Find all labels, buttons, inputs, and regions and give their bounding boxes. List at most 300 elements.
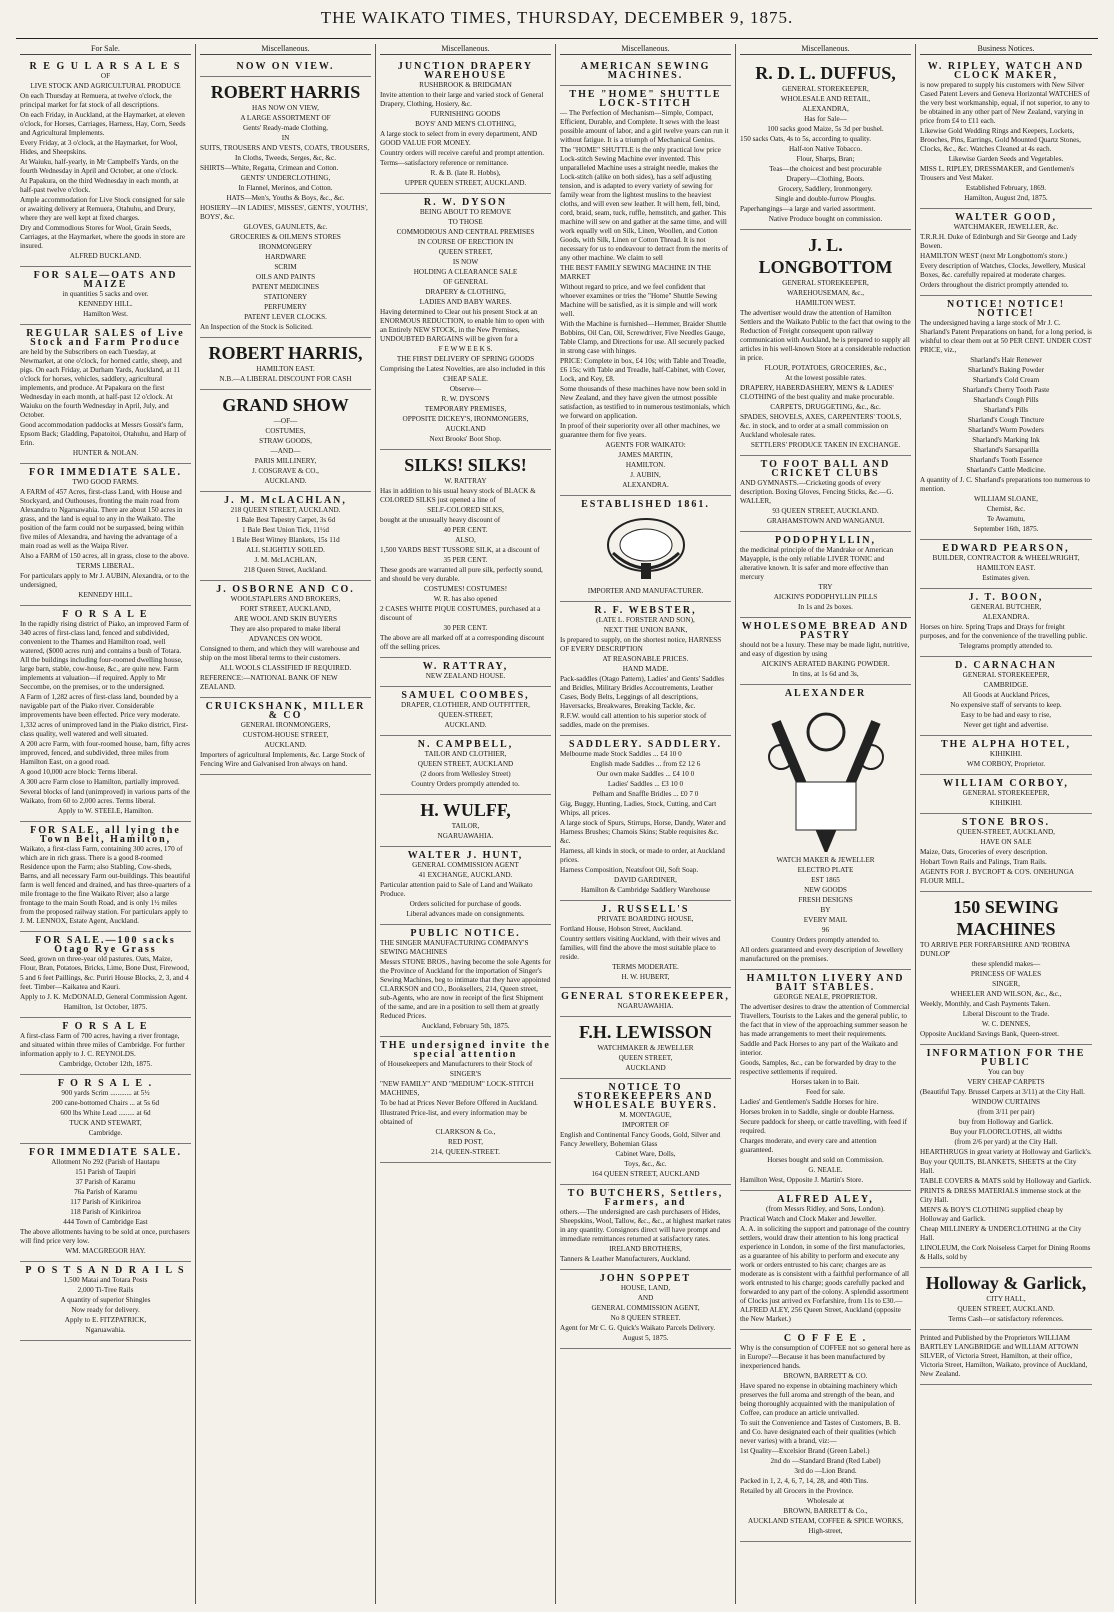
advertisement [20, 1075, 191, 1144]
advertisement-line: FLOUR, POTATOES, GROCERIES, &c., [764, 364, 887, 372]
advertisement-line: In tins, at 1s 6d and 3s, [792, 670, 859, 678]
column-header: Business Notices. [920, 44, 1092, 55]
advertisement-line: 30 PER CENT. [443, 624, 488, 632]
advertisement-line: HAMILTON WEST (next Mr Longbottom's store.) [920, 252, 1068, 260]
advertisement-line: AT REASONABLE PRICES. [602, 655, 689, 663]
advertisement-line: Practical Watch and Clock Maker and Jeweller. [740, 1215, 876, 1223]
advertisement-line: STATIONERY [263, 293, 308, 301]
advertisement-title: R. D. L. DUFFUS, [755, 63, 896, 83]
advertisement-line: Orders throughout the district promptly attended to. [920, 281, 1069, 289]
advertisement-line: Paperhangings—a large and varied assortment. [740, 205, 876, 213]
advertisement-line: Harness Composition, Neatsfoot Oil, Soft Soap. [560, 866, 699, 874]
advertisement-line: A 200 acre Farm, with four-roomed house, barn, fifty acres improved, fenced, and subdivided, three miles from Hamilton East, on a good road. [20, 740, 190, 766]
advertisement [380, 847, 551, 925]
advertisement-line: Good accommodation paddocks at Messrs Gossit's farm, Epsom Back; Gladding, Papatoitoi, Otahuhu, and Harp of Erin. [20, 421, 187, 447]
column-miscellaneous-1 [196, 44, 376, 1604]
advertisement [920, 814, 1092, 892]
advertisement-line: 164 QUEEN STREET, AUCKLAND [591, 1170, 700, 1178]
advertisement-line: WATCH MAKER & JEWELLER [776, 856, 875, 864]
advertisement-line: 96 [821, 926, 830, 934]
advertisement-title: W. RATTRAY, [422, 661, 509, 672]
advertisement-line: OILS AND PAINTS [255, 273, 316, 281]
advertisement-line: "NEW FAMILY" AND "MEDIUM" LOCK-STITCH MACHINES, [380, 1080, 534, 1097]
column-for-sale [16, 44, 196, 1604]
column-miscellaneous-2 [376, 44, 556, 1604]
advertisement-line: ADVANCES ON WOOL [248, 635, 323, 643]
advertisement-line: NGARUAWAHIA. [617, 1002, 674, 1010]
advertisement-line: On each Thursday at Remuera, at twelve o'clock, the principal market for fat stock of all descriptions. [20, 92, 172, 109]
advertisement-line: BUILDER, CONTRACTOR & WHEELWRIGHT, [932, 554, 1080, 562]
advertisement-title: WILLIAM CORBOY, [943, 778, 1069, 789]
advertisement-line: 1 Bale Best Union Tick, 11½d [242, 526, 329, 534]
advertisement-line: 93 QUEEN STREET, AUCKLAND. [772, 507, 879, 515]
advertisement-line: FURNISHING GOODS [430, 110, 501, 118]
advertisement-line: IRONMONGERY [258, 243, 313, 251]
advertisement-line: CITY HALL, [986, 1295, 1026, 1303]
advertisement-line: PRIVATE BOARDING HOUSE, [597, 915, 694, 923]
advertisement-line: Has in addition to his usual heavy stock of BLACK & COLORED SILKS just opened a line of [380, 487, 536, 504]
advertisement-line: HAMILTON. [625, 461, 666, 469]
advertisement-line: IRELAND BROTHERS, [609, 1245, 682, 1253]
advertisement-line: Comprising the Latest Novelties, are also included in this [380, 365, 546, 373]
advertisement [380, 687, 551, 736]
advertisement-line: 5 and 6 feet Paillings, &c. Puriri House Blocks, 2, 3, and 4 feet. Timber—Kaikatea and Kauri. [20, 974, 189, 991]
advertisement-line: Sharland's Cold Cream [972, 376, 1040, 384]
column-miscellaneous-3 [556, 44, 736, 1604]
advertisement-line: STRAW GOODS, [259, 437, 312, 445]
advertisement-line: HAMILTON EAST. [256, 365, 315, 373]
advertisement-line: 35 PER CENT. [443, 556, 488, 564]
advertisement [740, 532, 911, 618]
advertisement-line: REFERENCE:—NATIONAL BANK OF NEW ZEALAND. [200, 674, 338, 691]
advertisement-line: 1st Quality—Excelsior Brand (Green Label.) [740, 1447, 870, 1455]
advertisement-line: WAREHOUSEMAN, &c., [786, 289, 865, 297]
advertisement-line: Tanners & Leather Manufacturers, Auckland. [560, 1255, 691, 1263]
advertisement-line: W. RATTRAY [444, 477, 487, 485]
advertisement-line: Auckland, February 5th, 1875. [421, 1022, 510, 1030]
advertisement-line: Te Awamutu, [987, 515, 1025, 523]
advertisement [560, 1270, 731, 1349]
advertisement-line: Hamilton West. [83, 310, 128, 318]
advertisement-line: GENERAL BUTCHER, [970, 603, 1042, 611]
advertisement-line: TUCK AND STEWART, [69, 1119, 142, 1127]
advertisement [20, 267, 191, 325]
advertisement-line: WOOLSTAPLERS AND BROKERS, [230, 595, 341, 603]
advertisement-title: 150 SEWING MACHINES [953, 897, 1059, 939]
advertisement-line: ALEXANDRA. [622, 481, 669, 489]
advertisement-line: THE BEST FAMILY SEWING MACHINE IN THE MARKET [560, 264, 712, 281]
advertisement-line: Fortland House, Hobson Street, Auckland. [560, 925, 682, 933]
advertisement [380, 736, 551, 795]
advertisement-line: Grocery, Saddlery, Ironmongery. [778, 185, 873, 193]
advertisement-line: Estimates given. [982, 574, 1030, 582]
advertisement-line: 214, QUEEN-STREET. [431, 1148, 500, 1156]
advertisement-line: Without regard to price, and we feel confident that whoever examines or tries the "Home" Shuttle Sewing Machine will be satisfied, as it is simple and will work well. [560, 283, 718, 318]
advertisement-line: ALEXANDRA. [982, 613, 1030, 621]
advertisement-line: They are also prepared to make liberal [230, 625, 341, 633]
advertisement-line: The advertiser desires to draw the attention of Commercial Travellers, Tourists to the Lakes and the general public, to the fact that in view of the approaching summer season he has made arrangements to meet their requirements. [740, 1003, 910, 1038]
advertisement-line: bought at the unusually heavy discount of [380, 516, 501, 524]
advertisement-line: buy from Holloway and Garlick. [958, 1118, 1053, 1126]
advertisement-line: Half-ton Native Tobacco. [788, 145, 862, 153]
advertisement-line: At Papakura, on the third Wednesday in each month, at half-past twelve o'clock. [20, 177, 179, 194]
advertisement [380, 194, 551, 450]
advertisement-line: Easy to be had and easy to rise, [960, 711, 1052, 719]
advertisement-line: BY [820, 906, 831, 914]
advertisement-line: Hamilton & Cambridge Saddlery Warehouse [580, 886, 711, 894]
advertisement-line: SETTLERS' PRODUCE TAKEN IN EXCHANGE. [750, 441, 901, 449]
advertisement [380, 925, 551, 1037]
advertisement-line: Sharland's Pills [983, 406, 1029, 414]
advertisement-line: Gig, Buggy, Hunting, Ladies, Stock, Cutting, and Cart Whips, all prices. [560, 800, 717, 817]
advertisement-line: CARPETS, DRUGGETING, &c., &c. [770, 403, 881, 411]
advertisement-title: CRUICKSHANK, MILLER & CO [205, 701, 366, 721]
advertisement-line: in quantities 5 sacks and over. [62, 290, 149, 298]
advertisement-title: F O R S A L E . [57, 1078, 154, 1089]
advertisement-line: Now ready for delivery. [71, 1306, 140, 1314]
advertisement-line: AND GYMNASTS.—Cricketing goods of every description. Boxing Gloves, Fencing Sticks, &c.—G. WALLER, [740, 479, 894, 505]
advertisement-line: LADIES AND BABY WARES. [419, 298, 512, 306]
advertisement-line: GENERAL IRONMONGERS, [240, 721, 331, 729]
advertisement-line: A 300 acre Farm close to Hamilton, partially improved. [20, 778, 180, 786]
advertisement-line: Likewise Gold Wedding Rings and Keepers, Lockets, Brooches, Pins, Earrings, Gold Mounted Quartz Stones, Clocks, &c., &c. Watches Cleaned at 4s each. [920, 127, 1081, 153]
advertisement-line: FRESH DESIGNS [798, 896, 853, 904]
advertisement [920, 540, 1092, 589]
advertisement-title: WALTER GOOD, [955, 212, 1057, 223]
column-header: Miscellaneous. [380, 44, 551, 55]
advertisement-line: In Flannel, Merinos, and Cotton. [238, 184, 333, 192]
advertisement-line: A large stock of Spurs, Stirrups, Horse, Dandy, Water and Harness Brushes; Chamois Skins; Stable requisites &c. &c. [560, 819, 726, 845]
advertisement-line: AUCKLAND STEAM, COFFEE & SPICE WORKS, [747, 1517, 903, 1525]
advertisement-line: 600 lbs White Lead ......... at 6d [60, 1109, 151, 1117]
advertisement-line: WM. MACGREGOR HAY. [65, 1247, 146, 1255]
advertisement [200, 58, 371, 77]
advertisement-line: WM CORBOY, Proprietor. [966, 760, 1046, 768]
advertisement-title: R. F. WEBSTER, [594, 605, 697, 616]
advertisement-line: A FARM of 457 Acres, first-class Land, with House and Stockyard, and Outhouses, fronting the main road from Alexandra to Ngaruawahia. There are about 150 acres in grass, and the land is equal to any in the Waikato. The position of the farm could not be surpassed, being within five miles of Alexandra, and having the advantage of a main road as well as the Waipa River. [20, 488, 184, 550]
advertisement-title: Holloway & Garlick, [925, 1273, 1087, 1293]
advertisement-title: TO FOOT BALL AND CRICKET CLUBS [760, 459, 891, 479]
advertisement-line: HUNTER & NOLAN. [72, 449, 139, 457]
advertisement-line: Telegrams promptly attended to. [959, 642, 1053, 650]
advertisement-line: JAMES MARTIN, [618, 451, 673, 459]
advertisement [560, 988, 731, 1017]
advertisement-line: HAMILTON WEST. [795, 299, 856, 307]
advertisement-line: Country orders will receive careful and prompt attention. [380, 149, 545, 157]
advertisement-line: In the rapidly rising district of Piako, an improved Farm of 340 acres of first-class land, fenced and subdivided, convenient to the Thames and Hamilton road, well watered, ($000 acres run) and contains a bush of Totara. All the buildings including four-roomed dwelling house, large barn, stable, cow-house, &c., are quite new. Farm implements at valuation—if required. Apply to Mr Seccombe, on the premises, or to the undersigned. [20, 620, 190, 691]
advertisement-line: IMPORTER OF [622, 1121, 669, 1129]
advertisement [920, 296, 1092, 540]
advertisement-line: High-street, [808, 1527, 843, 1535]
advertisement-line: A first-class Farm of 700 acres, having a river frontage, and situated within three miles of Cambridge. For further information apply to J. C. REYNOLDS. [20, 1032, 185, 1058]
advertisement-line: Native Produce bought on commission. [768, 215, 883, 223]
advertisement-line: LIVE STOCK AND AGRICULTURAL PRODUCE [30, 82, 181, 90]
advertisement-line: NEW ZEALAND HOUSE. [425, 672, 506, 680]
advertisement-line: Maize, Oats, Groceries of every description. [920, 848, 1048, 856]
advertisement-line: GEORGE NEALE, PROPRIETOR. [773, 993, 878, 1001]
advertisement-line: BOYS' AND MEN'S CLOTHING, [415, 120, 516, 128]
advertisement [560, 1079, 731, 1185]
advertisement-line: SCRIM [274, 263, 297, 271]
advertisement [20, 464, 191, 606]
advertisement [920, 58, 1092, 209]
advertisement [20, 1144, 191, 1262]
advertisement-line: are held by the Subscribers on each Tuesday, at Newmarket, at one o'clock, for horned cattle, sheep, and pigs. On each Friday, at Durham Yards, Auckland, at 11 o'clock for horses, vehicles, saddlery, agricultural implements, and produce. At Papakura on the first Wednesday in each month, at half-past 12 o'clock. At Waiuku on the fourth Wednesday in April, July, and October. [20, 348, 182, 419]
advertisement-title: THE undersigned invite the special attention [380, 1040, 551, 1060]
advertisement-line: Has for Sale— [804, 115, 847, 123]
advertisement-line: 100 sacks good Maize, 5s 3d per bushel. [767, 125, 884, 133]
advertisement-line: OF [100, 72, 111, 80]
advertisement-line: Agent for Mr C. G. Quick's Waikato Parcels Delivery. [560, 1324, 716, 1332]
advertisement-line: QUEEN-STREET, [438, 711, 493, 719]
advertisement-title: SADDLERY. SADDLERY. [569, 739, 722, 750]
advertisement-title: WALTER J. HUNT, [407, 850, 524, 861]
advertisement-line: The advertiser would draw the attention of Hamilton Settlers and the Waikato Public to the fact that owing to the Reduction of Freight consequent upon railway communication with Auckland, he is prepared to supply all articles in his well-known Store at a considerable reduction in price. [740, 309, 911, 362]
advertisement-line: All Goods at Auckland Prices, [962, 691, 1050, 699]
advertisement-line: 1 Bale Best Witney Blankets, 15s 11d [231, 536, 340, 544]
advertisement-title: GENERAL STOREKEEPER, [561, 991, 730, 1002]
advertisement [560, 1017, 731, 1079]
advertisement [200, 390, 371, 492]
advertisement-line: KENNEDY HILL. [78, 591, 133, 599]
advertisement [920, 209, 1092, 296]
advertisement-line: A Farm of 1,282 acres of first-class land, bounded by a navigable part of the Piako river. Considerable improvements have been effected. Price very moderate. [20, 693, 180, 719]
advertisement-line: In 1s and 2s boxes. [798, 603, 853, 611]
advertisement-line: VERY CHEAP CARPETS [967, 1078, 1045, 1086]
advertisement-line: PATENT LEVER CLOCKS. [244, 313, 327, 321]
advertisement-line: CLARKSON & Co., [435, 1128, 496, 1136]
advertisement-line: AUCKLAND. [444, 721, 487, 729]
advertisement [560, 86, 731, 496]
advertisement-line: Orders solicited for purchase of goods. [409, 900, 522, 908]
advertisement-line: PRINCESS OF WALES [970, 970, 1042, 978]
advertisement-line: Sharland's Hair Renewer [970, 356, 1042, 364]
advertisement-line: Particular attention paid to Sale of Land and Waikato Produce. [380, 881, 533, 898]
advertisement-title: AMERICAN SEWING MACHINES. [580, 61, 711, 81]
advertisement [200, 77, 371, 338]
advertisement-line: ALEXANDRA, [802, 105, 849, 113]
advertisement-line: TERMS MODERATE. [612, 963, 679, 971]
advertisement-line: N.B.—A LIBERAL DISCOUNT FOR CASH [219, 375, 352, 383]
advertisement-title: J. RUSSELL'S [601, 904, 690, 915]
column-header: Miscellaneous. [200, 44, 371, 55]
advertisement-line: CHEAP SALE. [443, 375, 488, 383]
advertisement-line: AND [637, 1294, 654, 1302]
advertisement [560, 602, 731, 736]
advertisement-line: Sharland's Cough Tincture [967, 416, 1045, 424]
advertisement-line: Wholesale at [806, 1497, 845, 1505]
advertisement-line: Every description of Watches, Clocks, Jewellery, Musical Boxes, &c. carefully repaired at moderate charges. [920, 262, 1086, 279]
advertisement-line: Apply to W. STEELE, Hamilton. [57, 807, 154, 815]
advertisement-line: WHOLESALE AND RETAIL, [780, 95, 871, 103]
advertisement-line: CUSTOM-HOUSE STREET, [242, 731, 329, 739]
advertisement-line: 2nd do —Standard Brand (Red Label) [770, 1457, 881, 1465]
advertisement [740, 1330, 911, 1542]
advertisement-line: AGENTS FOR J. BYCROFT & CO'S. ONEHUNGA FLOUR MILL. [920, 868, 1074, 885]
advertisement [20, 325, 191, 464]
advertisement-line: The undersigned having a large stock of Mr J. C. Sharland's Patent Preparations on hand, for a long period, is wishful to clear them out at 50 PER CENT. UNDER COST PRICE, viz., [920, 319, 1092, 354]
advertisement-line: Chemist, &c. [986, 505, 1026, 513]
advertisement-line: Several blocks of land (unimproved) in various parts of the Waikato, from 60 to 2,000 acres. Terms liberal. [20, 788, 190, 805]
advertisement-line: Sharland's Sarsaparilla [973, 446, 1039, 454]
advertisement-line: Harness, all kinds in stock, or made to order, at Auckland prices. [560, 847, 725, 864]
advertisement-line: Consigned to them, and which they will warehouse and ship on the most liberal terms to their customers. [200, 645, 360, 662]
advertisement [740, 456, 911, 532]
advertisement-title: REGULAR SALES of Live Stock and Farm Produce [26, 328, 185, 348]
advertisement [920, 1268, 1092, 1330]
advertisement-line: NEXT THE UNION BANK, [603, 626, 688, 634]
column-miscellaneous-4 [736, 44, 916, 1604]
advertisement-line: Also a FARM of 150 acres, all in grass, close to the above. [20, 552, 189, 560]
advertisement-title: FOR SALE, all lying the Town Belt, Hamilton, [30, 825, 181, 845]
advertisement-line: IMPORTER AND MANUFACTURER. [587, 587, 704, 595]
advertisement-line: ALL WOOLS CLASSIFIED IF REQUIRED. [219, 664, 352, 672]
advertisement-line: MISS L. RIPLEY, DRESSMAKER, and Gentlemen's Trousers and Vest Maker. [920, 165, 1075, 182]
advertisement-line: J. M. McLACHLAN, [254, 556, 317, 564]
column-header: Miscellaneous. [560, 44, 731, 55]
advertisement-line: R. & B. (late R. Hobbs), [430, 169, 501, 177]
advertisement-line: TABLE COVERS & MATS sold by Holloway and Garlick. [920, 1177, 1092, 1185]
advertisement-title: ROBERT HARRIS [210, 82, 361, 102]
newspaper-columns [16, 44, 1098, 1604]
advertisement-line: English made Saddles ... from £2 12 6 [590, 760, 701, 768]
advertisement-line: OF GENERAL [443, 278, 488, 286]
advertisement-line: SPADES, SHOVELS, AXES, CARPENTERS' TOOLS, &c. in stock, and to order at a small commission on Auckland wholesale rates. [740, 413, 902, 439]
column-header: Miscellaneous. [740, 44, 911, 55]
advertisement-line: Cambridge, October 12th, 1875. [58, 1060, 153, 1068]
advertisement-line: ELECTRO PLATE [797, 866, 854, 874]
advertisement [200, 492, 371, 581]
advertisement-line: Weekly, Monthly, and Cash Payments Taken. [920, 1000, 1050, 1008]
advertisement-line: Messrs STONE BROS., having become the sole Agents for the Province of Auckland for the importation of Singer's Sewing Machines, beg to intimate that they have appointed CLARKSON and CO., Booksellers, 214, Queen street, sub-Agents, who are now in receipt of the first Shipment of the same, and are in a position to sell them at greatly Reduced Prices. [380, 958, 551, 1020]
advertisement-line: EST 1865 [811, 876, 840, 884]
advertisement [20, 932, 191, 1018]
advertisement-line: Why is the consumption of COFFEE not so general here as in Europe?—Because it has been manufactured by inexperienced hands. [740, 1344, 911, 1370]
advertisement-line: These goods are warranted all pure silk, perfectly sound, and should be very durable. [380, 566, 543, 583]
advertisement-line: 218 QUEEN STREET, AUCKLAND. [230, 506, 341, 514]
advertisement-line: ALFRED BUCKLAND. [69, 252, 142, 260]
advertisement-line: FORT STREET, AUCKLAND, [240, 605, 331, 613]
advertisement-line: GENTS' UNDERCLOTHING, [240, 174, 331, 182]
advertisement-line: Pelham and Snaffle Bridles ... £0 7 0 [592, 790, 699, 798]
advertisement [920, 892, 1092, 1045]
advertisement-line: THE SINGER MANUFACTURING COMPANY'S SEWING MACHINES [380, 939, 529, 956]
advertisement-line: Hamilton West, Opposite J. Martin's Store. [740, 1176, 864, 1184]
advertisement-line: EVERY MAIL [803, 916, 848, 924]
advertisement-line: TERMS LIBERAL. [76, 562, 135, 570]
advertisement-line: Sharland's Cough Pills [973, 396, 1039, 404]
advertisement-line: Country settlers visiting Auckland, with their wives and families, will find the above the most suitable place to reside. [560, 935, 721, 961]
advertisement-line: AUCKLAND. [264, 477, 307, 485]
advertisement-line: Seed, grown on three-year old pastures. Oats, Maize, Flour, Bran, Potatoes, Bricks, Lime, Bone Dust, Firewood, [20, 955, 190, 972]
advertisement-title: C O F F E E . [783, 1333, 868, 1344]
advertisement [740, 618, 911, 685]
advertisement-line: Country Orders promptly attended to. [411, 780, 520, 788]
advertisement-line: SINGER'S [449, 1070, 482, 1078]
advertisement-line: (LATE L. FORSTER AND SON), [596, 616, 695, 624]
advertisement-title: D. CARNACHAN [955, 660, 1057, 671]
advertisement-line: No 8 QUEEN STREET. [610, 1314, 681, 1322]
advertisement [920, 775, 1092, 814]
advertisement-line: Importers of agricultural Implements, &c. Large Stock of Fencing Wire and Galvanised Iron always on hand. [200, 751, 365, 768]
advertisement [380, 450, 551, 658]
masthead-title: THE WAIKATO TIMES, THURSDAY, DECEMBER 9, 1875. [320, 8, 794, 27]
advertisement-line: Horses bought and sold on Commission. [767, 1156, 884, 1164]
advertisement-line: A LARGE ASSORTMENT OF [240, 114, 331, 122]
advertisement-line: UPPER QUEEN STREET, AUCKLAND. [404, 179, 527, 187]
advertisement-line: Cabinet Ware, Dolls, [615, 1150, 676, 1158]
advertisement-title: R E G U L A R S A L E S [29, 61, 182, 72]
advertisement-line: 150 sacks Oats, 4s to 5s, according to quality. [740, 135, 872, 143]
advertisement-line: PRICE: Complete in box, £4 10s; with Table and Treadle, £6 15s; with Table and Treadle, half-Cabinet, with Cover, Lock, and Key, £8. [560, 357, 727, 383]
advertisement-line: Hamilton, 1st October, 1875. [63, 1003, 148, 1011]
advertisement-line: Ladies' and Gentlemen's Saddle Horses for hire. [740, 1098, 879, 1106]
advertisement-line: 200 cane-bottomed Chairs ... at 5s 6d [51, 1099, 160, 1107]
advertisement-line: THE FIRST DELIVERY OF SPRING GOODS [396, 355, 535, 363]
advertisement-line: IN COURSE OF ERECTION IN [417, 238, 514, 246]
advertisement-line: SELF-COLORED SILKS, [427, 506, 504, 514]
advertisement-line: R.F.W. would call attention to his superior stock of saddles, made on the premises. [560, 712, 707, 729]
advertisement-line: NGARUAWAHIA. [437, 832, 494, 840]
advertisement-line: the medicinal principle of the Mandrake or American Mayapple, is the only reliable LIVER TONIC and alterative known. It is safer and more effective than mercury [740, 546, 894, 581]
column-business-notices [916, 44, 1096, 1604]
advertisement-line: HOLDING A CLEARANCE SALE [413, 268, 518, 276]
advertisement-line: 1 Bale Best Tapestry Carpet, 3s 6d [235, 516, 336, 524]
advertisement-line: RUSHBROOK & BRIDGMAN [419, 81, 512, 89]
advertisement-title: THE ALPHA HOTEL, [940, 739, 1072, 750]
advertisement-title: FOR SALE—OATS AND MAIZE [33, 270, 178, 290]
advertisement-line: PATENT MEDICINES [252, 283, 319, 291]
advertisement-line: 218 Queen Street, Auckland. [244, 566, 327, 574]
advertisement-title: SILKS! SILKS! [404, 455, 527, 475]
advertisement [200, 581, 371, 698]
advertisement-line: September 16th, 1875. [973, 525, 1039, 533]
advertisement-line: QUEEN STREET, [618, 1054, 673, 1062]
advertisement-line: Country Orders promptly attended to. [771, 936, 880, 944]
advertisement-line: DRAPER, CLOTHIER, AND OUTFITTER, [401, 701, 530, 709]
advertisement-line: HATS—Men's, Youths & Boys, &c., &c. [226, 194, 345, 202]
advertisement-title: THE "HOME" SHUTTLE LOCK-STITCH [569, 89, 722, 109]
advertisement-title: SAMUEL COOMBES, [401, 690, 530, 701]
advertisement-line: H. W. HUBERT, [621, 973, 670, 981]
advertisement-line: Our own make Saddles ... £4 10 0 [596, 770, 695, 778]
advertisement [20, 1262, 191, 1341]
advertisement-line: A. A. in soliciting the support and patronage of the country settlers, would draw their attention to his long practical experience in London, in some of the first manufactories, as a guarantee of his ability to perform and execute any work or orders entrusted to his care; charges are as moderate as is consistent with a faithful performance of all work entrusted to his charge; goods carefully packed and forwarded to any part of the colony. A splendid assortment of Clocks just arrived ex Forfarshire, from 11s to £30.—ALFRED ALEY, 256 Queen Street, Auckland (opposite the New Market.) [740, 1225, 910, 1323]
advertisement-line: Ample accommodation for Live Stock consigned for sale or awaiting delivery at Remuera, Otahuhu, and Drury, where they are well kept at fixed charges. [20, 196, 185, 222]
advertisement-line: G. NEALE. [808, 1166, 843, 1174]
advertisement-line: A good 10,000 acre block: Terms liberal. [20, 768, 138, 776]
advertisement-line: GENERAL STOREKEEPER, [962, 789, 1050, 797]
advertisement-line: Hobart Town Rails and Palings, Tram Rails. [920, 858, 1047, 866]
column-header: For Sale. [20, 44, 191, 55]
advertisement-line: Ladies' Saddles ... £3 10 0 [607, 780, 684, 788]
advertisement-line: COMMODIOUS AND CENTRAL PREMISES [396, 228, 535, 236]
advertisement-line: AUCKLAND. [264, 741, 307, 749]
advertisement [560, 58, 731, 86]
advertisement-line: Likewise Garden Seeds and Vegetables. [948, 155, 1064, 163]
advertisement [200, 338, 371, 390]
advertisement-line: BROWN, BARRETT & Co., [783, 1507, 868, 1515]
advertisement-line: The "HOME" SHUTTLE is the only practical low price Lock-stitch Sewing Machine ever invented. This unparalleled Machine uses a straight needle, makes the Lock-stitch (alike on both sides), has a self adjusting tension, and is adapted to every variety of sewing for family wear from the lightest muslins to the heaviest cloths, and will even sew leather. It will hem, fell, bind, cord, braid, seam, tuck, ruffle, hemstitch, and gather. This machine will sew on and gather at the same time, and will work equally well on Silk, Linen, Woollen, and Cotton Goods, with Silk, Linen or Cotton Thread. It is not necessary for us to endeavour to detract from the merits of any other machine. We claim to sell [560, 146, 729, 262]
advertisement-title: EDWARD PEARSON, [942, 543, 1070, 554]
advertisement-line: Liberal Discount to the Trade. [962, 1010, 1050, 1018]
advertisement-line: For particulars apply to Mr J. AUBIN, Alexandra, or to the undersigned, [20, 572, 190, 589]
advertisement-line: F E W W E E K S. [438, 345, 493, 353]
advertisement-line: —AND— [270, 447, 301, 455]
advertisement-line: — The Perfection of Mechanism—Simple, Compact, Efficient, Durable, and Complete. It sews with the least possible amount of labor, and a girl twelve years can run it without fatigue. It is a triumph of Mechanical Genius. [560, 109, 729, 144]
advertisement-line: TO ARRIVE PER FORFARSHIRE AND 'ROBINA DUNLOP' [920, 941, 1070, 958]
advertisement-line: HOSIERY—IN LADIES', MISSES', GENTS', YOUTHS', BOYS', &c. [200, 204, 368, 221]
